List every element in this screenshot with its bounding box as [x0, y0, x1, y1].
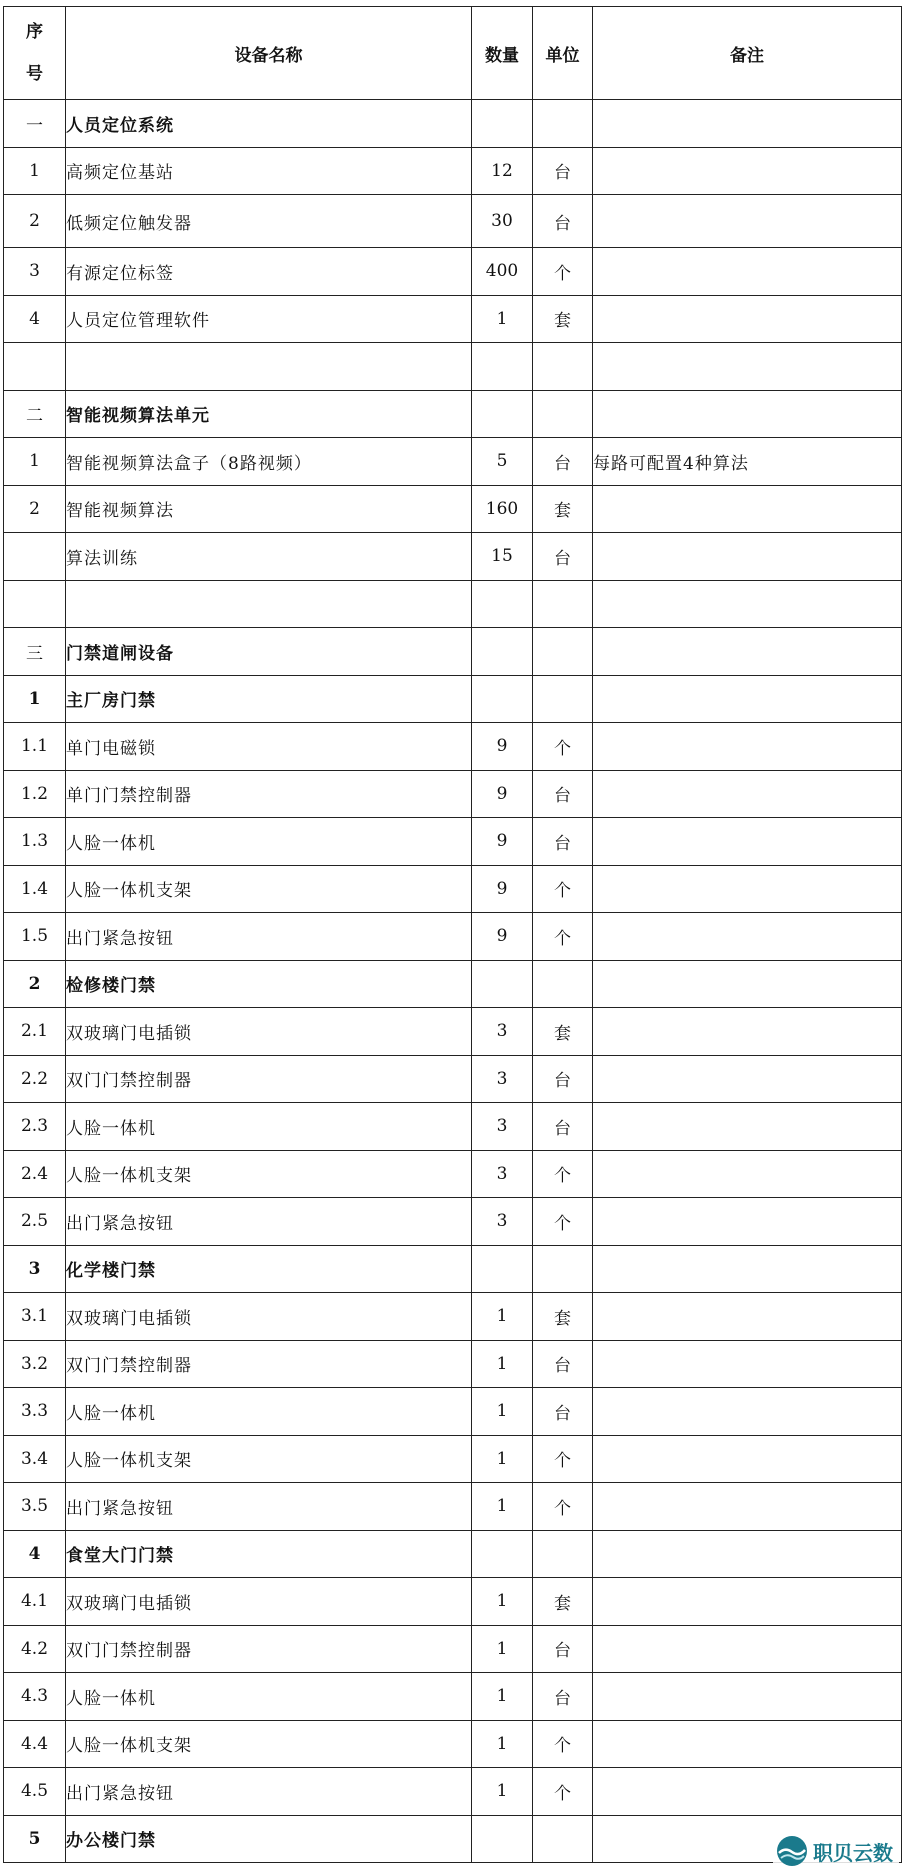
section-row — [4, 390, 902, 438]
cell-serial-no: 3.5 — [4, 1483, 66, 1531]
cell-equipment-name: 人脸一体机 — [66, 1103, 472, 1151]
subsection-row — [4, 675, 902, 723]
cell-serial-no: 二 — [4, 390, 66, 438]
cell-unit: 套 — [533, 1008, 593, 1056]
cell-equipment-name: 双门门禁控制器 — [66, 1625, 472, 1673]
cell-remarks — [593, 1673, 902, 1721]
cell-quantity: 9 — [472, 865, 533, 913]
cell-equipment-name — [66, 580, 472, 628]
cell-remarks — [593, 1483, 902, 1531]
cell-remarks — [593, 960, 902, 1008]
cell-remarks — [593, 1008, 902, 1056]
cell-remarks — [593, 675, 902, 723]
table-row — [4, 1388, 902, 1436]
cell-equipment-name: 人脸一体机支架 — [66, 1720, 472, 1768]
cell-serial-no: 三 — [4, 628, 66, 676]
header-equipment-name: 设备名称 — [66, 7, 472, 100]
cell-unit: 台 — [533, 818, 593, 866]
table-row — [4, 1768, 902, 1816]
cell-quantity — [472, 343, 533, 391]
cell-remarks — [593, 248, 902, 296]
cell-unit — [533, 343, 593, 391]
cell-remarks — [593, 485, 902, 533]
table-row — [4, 770, 902, 818]
cell-remarks — [593, 580, 902, 628]
cell-equipment-name: 人脸一体机支架 — [66, 865, 472, 913]
cell-equipment-name: 双玻璃门电插锁 — [66, 1008, 472, 1056]
cell-unit — [533, 580, 593, 628]
cell-equipment-name: 人脸一体机 — [66, 818, 472, 866]
cell-unit: 个 — [533, 865, 593, 913]
cell-equipment-name: 人脸一体机支架 — [66, 1435, 472, 1483]
cell-unit: 台 — [533, 1673, 593, 1721]
cell-remarks — [593, 1625, 902, 1673]
cell-quantity — [472, 960, 533, 1008]
table-row — [4, 1293, 902, 1341]
cell-unit: 台 — [533, 1625, 593, 1673]
cell-equipment-name: 主厂房门禁 — [66, 675, 472, 723]
cell-quantity — [472, 1815, 533, 1863]
section-row — [4, 100, 902, 148]
cell-remarks — [593, 1530, 902, 1578]
cell-remarks — [593, 1150, 902, 1198]
cell-serial-no: 4.4 — [4, 1720, 66, 1768]
cell-serial-no: 1 — [4, 675, 66, 723]
cell-serial-no: 3.2 — [4, 1340, 66, 1388]
cell-serial-no: 2 — [4, 960, 66, 1008]
table-header-row — [4, 7, 902, 100]
table-row — [4, 295, 902, 343]
cell-quantity: 5 — [472, 438, 533, 486]
cell-unit: 个 — [533, 1483, 593, 1531]
table-row — [4, 913, 902, 961]
cell-equipment-name: 算法训练 — [66, 533, 472, 581]
cell-remarks — [593, 628, 902, 676]
cell-serial-no — [4, 580, 66, 628]
cell-serial-no: 4 — [4, 1530, 66, 1578]
cell-quantity: 3 — [472, 1008, 533, 1056]
cell-quantity: 12 — [472, 147, 533, 195]
cell-serial-no: 2.1 — [4, 1008, 66, 1056]
cell-remarks — [593, 770, 902, 818]
cell-equipment-name: 有源定位标签 — [66, 248, 472, 296]
table-row — [4, 195, 902, 248]
cell-equipment-name: 智能视频算法单元 — [66, 390, 472, 438]
cell-equipment-name: 双门门禁控制器 — [66, 1340, 472, 1388]
cell-remarks — [593, 1245, 902, 1293]
cell-serial-no: 2.3 — [4, 1103, 66, 1151]
cell-unit — [533, 675, 593, 723]
cell-remarks — [593, 1578, 902, 1626]
cell-remarks — [593, 1720, 902, 1768]
cell-unit: 台 — [533, 533, 593, 581]
cell-unit — [533, 960, 593, 1008]
cell-equipment-name: 高频定位基站 — [66, 147, 472, 195]
cell-equipment-name: 人脸一体机支架 — [66, 1150, 472, 1198]
cell-unit: 套 — [533, 1578, 593, 1626]
cell-serial-no: 5 — [4, 1815, 66, 1863]
cell-remarks — [593, 1768, 902, 1816]
cell-equipment-name: 食堂大门门禁 — [66, 1530, 472, 1578]
table-row — [4, 1340, 902, 1388]
cell-unit: 台 — [533, 1388, 593, 1436]
cell-remarks — [593, 818, 902, 866]
table-row — [4, 723, 902, 771]
cell-remarks — [593, 195, 902, 248]
subsection-row — [4, 960, 902, 1008]
header-remarks: 备注 — [593, 7, 902, 100]
cell-quantity: 9 — [472, 913, 533, 961]
table-row — [4, 818, 902, 866]
header-quantity: 数量 — [472, 7, 533, 100]
cell-unit: 个 — [533, 1435, 593, 1483]
cell-equipment-name: 出门紧急按钮 — [66, 1198, 472, 1246]
cell-unit: 套 — [533, 295, 593, 343]
table-row — [4, 1198, 902, 1246]
cell-quantity — [472, 390, 533, 438]
cell-equipment-name: 化学楼门禁 — [66, 1245, 472, 1293]
table-row — [4, 1055, 902, 1103]
cell-equipment-name: 出门紧急按钮 — [66, 1768, 472, 1816]
cell-equipment-name: 门禁道闸设备 — [66, 628, 472, 676]
cell-quantity — [472, 1530, 533, 1578]
table-row — [4, 248, 902, 296]
cell-unit: 个 — [533, 1150, 593, 1198]
cell-equipment-name: 人员定位系统 — [66, 100, 472, 148]
cell-quantity: 400 — [472, 248, 533, 296]
cell-unit: 套 — [533, 1293, 593, 1341]
cell-unit: 台 — [533, 147, 593, 195]
table-row — [4, 1720, 902, 1768]
cell-remarks — [593, 343, 902, 391]
cell-equipment-name: 智能视频算法盒子（8路视频） — [66, 438, 472, 486]
header-serial-no-line1: 序 — [26, 22, 43, 42]
cell-remarks — [593, 1055, 902, 1103]
table-row — [4, 533, 902, 581]
cell-remarks — [593, 390, 902, 438]
cell-equipment-name: 智能视频算法 — [66, 485, 472, 533]
cell-equipment-name: 单门门禁控制器 — [66, 770, 472, 818]
subsection-row — [4, 1815, 902, 1863]
table-row — [4, 485, 902, 533]
table-row — [4, 343, 902, 391]
cell-unit: 个 — [533, 723, 593, 771]
table-row — [4, 1578, 902, 1626]
cell-unit — [533, 628, 593, 676]
cell-unit: 台 — [533, 438, 593, 486]
cell-remarks — [593, 913, 902, 961]
cell-quantity: 1 — [472, 1768, 533, 1816]
table-row — [4, 1008, 902, 1056]
table-row — [4, 1673, 902, 1721]
equipment-table — [3, 6, 902, 1863]
cell-equipment-name: 低频定位触发器 — [66, 195, 472, 248]
cell-quantity: 1 — [472, 1435, 533, 1483]
cell-serial-no: 一 — [4, 100, 66, 148]
cell-equipment-name: 双玻璃门电插锁 — [66, 1293, 472, 1341]
cell-equipment-name: 出门紧急按钮 — [66, 913, 472, 961]
cell-serial-no: 4.2 — [4, 1625, 66, 1673]
cell-serial-no — [4, 533, 66, 581]
cell-quantity: 1 — [472, 1720, 533, 1768]
cell-serial-no: 4.5 — [4, 1768, 66, 1816]
cell-serial-no: 1 — [4, 438, 66, 486]
cell-remarks — [593, 1198, 902, 1246]
cell-unit — [533, 390, 593, 438]
cell-quantity: 1 — [472, 1340, 533, 1388]
cell-remarks — [593, 100, 902, 148]
subsection-row — [4, 1245, 902, 1293]
cell-serial-no: 1.3 — [4, 818, 66, 866]
cell-quantity: 9 — [472, 770, 533, 818]
table-row — [4, 1483, 902, 1531]
cell-quantity: 3 — [472, 1103, 533, 1151]
cell-quantity: 9 — [472, 723, 533, 771]
cell-serial-no: 3.1 — [4, 1293, 66, 1341]
cell-equipment-name: 出门紧急按钮 — [66, 1483, 472, 1531]
cell-remarks — [593, 1388, 902, 1436]
table-row — [4, 1435, 902, 1483]
table-row — [4, 1625, 902, 1673]
cell-quantity: 15 — [472, 533, 533, 581]
header-serial-no — [4, 7, 66, 100]
cell-unit — [533, 1245, 593, 1293]
cell-serial-no: 1.1 — [4, 723, 66, 771]
cell-unit: 个 — [533, 1768, 593, 1816]
cell-serial-no: 4 — [4, 295, 66, 343]
cell-unit: 台 — [533, 1055, 593, 1103]
cell-unit — [533, 1530, 593, 1578]
cell-quantity — [472, 100, 533, 148]
cell-unit: 台 — [533, 770, 593, 818]
cell-unit: 台 — [533, 195, 593, 248]
cell-serial-no: 1.5 — [4, 913, 66, 961]
cell-serial-no: 3.4 — [4, 1435, 66, 1483]
cell-quantity — [472, 628, 533, 676]
cell-quantity: 3 — [472, 1150, 533, 1198]
section-row — [4, 628, 902, 676]
cell-quantity: 3 — [472, 1055, 533, 1103]
cell-equipment-name — [66, 343, 472, 391]
cell-remarks — [593, 1103, 902, 1151]
cell-equipment-name: 人脸一体机 — [66, 1673, 472, 1721]
cell-unit — [533, 1815, 593, 1863]
table-row — [4, 1103, 902, 1151]
cell-quantity: 3 — [472, 1198, 533, 1246]
cell-quantity: 9 — [472, 818, 533, 866]
cell-quantity — [472, 1245, 533, 1293]
watermark-text: 职贝云数 — [813, 1840, 893, 1865]
cell-remarks — [593, 1435, 902, 1483]
table-row — [4, 147, 902, 195]
cell-quantity: 160 — [472, 485, 533, 533]
cell-equipment-name: 双门门禁控制器 — [66, 1055, 472, 1103]
cell-remarks: 每路可配置4种算法 — [593, 438, 902, 486]
cell-remarks — [593, 865, 902, 913]
header-serial-no-line2: 号 — [26, 64, 43, 84]
cell-quantity: 1 — [472, 1673, 533, 1721]
table-row — [4, 1150, 902, 1198]
cell-remarks — [593, 147, 902, 195]
cell-serial-no: 2.5 — [4, 1198, 66, 1246]
table-row — [4, 865, 902, 913]
table-row — [4, 580, 902, 628]
cell-equipment-name: 办公楼门禁 — [66, 1815, 472, 1863]
subsection-row — [4, 1530, 902, 1578]
cell-serial-no: 3 — [4, 248, 66, 296]
cell-quantity: 1 — [472, 295, 533, 343]
cell-serial-no: 3.3 — [4, 1388, 66, 1436]
cell-serial-no: 2 — [4, 485, 66, 533]
cell-serial-no: 4.3 — [4, 1673, 66, 1721]
cell-remarks — [593, 723, 902, 771]
cell-equipment-name: 单门电磁锁 — [66, 723, 472, 771]
cell-serial-no: 2 — [4, 195, 66, 248]
cell-remarks — [593, 1340, 902, 1388]
equipment-table-body — [4, 7, 902, 1863]
cell-serial-no: 1 — [4, 147, 66, 195]
cell-unit — [533, 100, 593, 148]
watermark-logo — [773, 1832, 899, 1870]
cell-unit: 台 — [533, 1103, 593, 1151]
cell-quantity — [472, 580, 533, 628]
cell-serial-no: 3 — [4, 1245, 66, 1293]
table-row — [4, 438, 902, 486]
cell-serial-no: 2.4 — [4, 1150, 66, 1198]
cell-unit: 套 — [533, 485, 593, 533]
cell-remarks — [593, 533, 902, 581]
cell-serial-no: 2.2 — [4, 1055, 66, 1103]
header-unit: 单位 — [533, 7, 593, 100]
cell-serial-no: 4.1 — [4, 1578, 66, 1626]
cell-serial-no — [4, 343, 66, 391]
cell-quantity: 1 — [472, 1578, 533, 1626]
cell-unit: 个 — [533, 1198, 593, 1246]
cell-unit: 个 — [533, 913, 593, 961]
cell-equipment-name: 人员定位管理软件 — [66, 295, 472, 343]
cell-serial-no: 1.2 — [4, 770, 66, 818]
cell-equipment-name: 检修楼门禁 — [66, 960, 472, 1008]
cell-serial-no: 1.4 — [4, 865, 66, 913]
cell-quantity: 30 — [472, 195, 533, 248]
cell-quantity: 1 — [472, 1388, 533, 1436]
cell-remarks — [593, 1293, 902, 1341]
cell-quantity: 1 — [472, 1483, 533, 1531]
cell-equipment-name: 人脸一体机 — [66, 1388, 472, 1436]
cell-unit: 个 — [533, 248, 593, 296]
cell-quantity: 1 — [472, 1293, 533, 1341]
cell-unit: 个 — [533, 1720, 593, 1768]
cell-equipment-name: 双玻璃门电插锁 — [66, 1578, 472, 1626]
cell-quantity: 1 — [472, 1625, 533, 1673]
cell-unit: 台 — [533, 1340, 593, 1388]
cell-remarks — [593, 295, 902, 343]
globe-wave-icon — [775, 1834, 809, 1868]
cell-quantity — [472, 675, 533, 723]
